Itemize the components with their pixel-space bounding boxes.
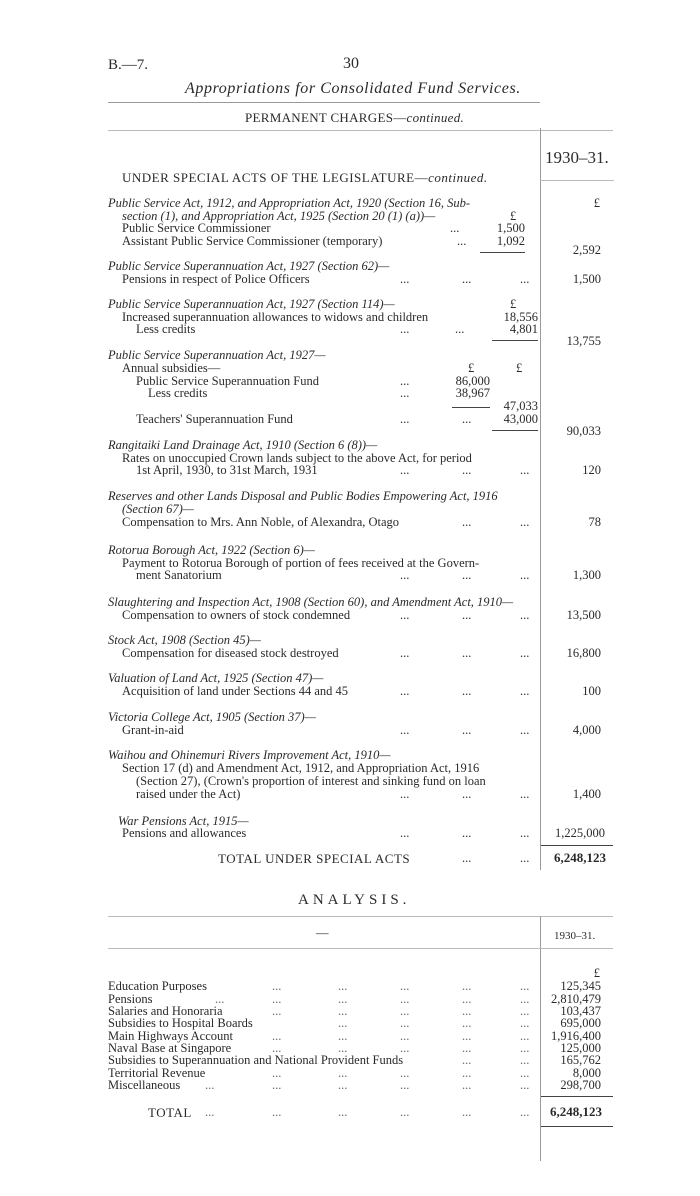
total-amount: 90,033 (566, 424, 601, 438)
leader-dots: ... (338, 1105, 348, 1119)
item-amount: 43,000 (503, 412, 538, 426)
leader-dots: ... (455, 322, 465, 336)
leader-dots: ... (338, 1078, 348, 1092)
leader-dots: ... (520, 684, 530, 698)
analysis-row-label: Main Highways Account (108, 1029, 233, 1043)
leader-dots: ... (272, 1078, 282, 1092)
analysis-column-divider (540, 916, 541, 1161)
pound-sign: £ (593, 966, 600, 980)
item-amount: 47,033 (503, 399, 538, 413)
item-label: Public Service Superannuation Fund (136, 374, 319, 388)
leader-dots: ... (520, 787, 530, 801)
section-subtitle: PERMANENT CHARGES—continued. (245, 110, 465, 125)
subtotal-rule (492, 430, 538, 431)
item-label: Annual subsidies— (122, 361, 221, 375)
act-heading: Stock Act, 1908 (Section 45)— (108, 633, 261, 647)
leader-dots: ... (272, 1029, 282, 1043)
leader-dots: ... (520, 608, 530, 622)
total-amount: 120 (582, 463, 601, 477)
leader-dots: ... (400, 979, 410, 993)
leader-dots: ... (338, 1066, 348, 1080)
leader-dots: ... (400, 1004, 410, 1018)
analysis-row-label: Naval Base at Singapore (108, 1041, 232, 1055)
item-label: Compensation to owners of stock condemned (122, 608, 351, 622)
leader-dots: ... (338, 1004, 348, 1018)
leader-dots: ... (520, 1016, 530, 1030)
act-heading: Public Service Superannuation Act, 1927 (Section 114)— (108, 297, 395, 311)
leader-dots: ... (462, 515, 472, 529)
leader-dots: ... (400, 463, 410, 477)
leader-dots: ... (520, 272, 530, 286)
report-reference: B.—7. (108, 57, 149, 73)
item-label: Assistant Public Service Commissioner (temporary) (122, 234, 383, 248)
act-heading: Rangitaiki Land Drainage Act, 1910 (Section 6 (8))— (108, 438, 378, 452)
item-label: raised under the Act) (136, 787, 241, 801)
leader-dots: ... (338, 1029, 348, 1043)
grand-total-amount: 6,248,123 (554, 850, 606, 865)
analysis-title: ANALYSIS. (298, 892, 411, 908)
leader-dots: ... (462, 412, 472, 426)
leader-dots: ... (520, 1053, 530, 1067)
total-amount: 4,000 (572, 723, 601, 737)
act-heading: Rotorua Borough Act, 1922 (Section 6)— (108, 543, 315, 557)
leader-dots: ... (520, 1041, 530, 1055)
subtitle-rule (108, 130, 613, 131)
act-heading: section (1), and Appropriation Act, 1925 (Section 20 (1) (a))— (122, 209, 436, 223)
item-label: Compensation for diseased stock destroyed (122, 646, 339, 660)
analysis-row-value: 125,000 (560, 1041, 601, 1055)
analysis-row-value: 1,916,400 (551, 1029, 601, 1043)
leader-dots: ... (400, 608, 410, 622)
leader-dots: ... (520, 1029, 530, 1043)
act-heading: Valuation of Land Act, 1925 (Section 47)— (108, 671, 324, 685)
item-label: Compensation to Mrs. Ann Noble, of Alexandra, Otago (122, 515, 400, 529)
item-label: 1st April, 1930, to 31st March, 1931 (136, 463, 318, 477)
leader-dots: ... (462, 1004, 472, 1018)
leader-dots: ... (462, 826, 472, 840)
leader-dots: ... (400, 723, 410, 737)
total-amount: 2,592 (572, 243, 601, 257)
total-amount: 1,225,000 (555, 826, 605, 840)
leader-dots: ... (400, 386, 410, 400)
leader-dots: ... (400, 646, 410, 660)
act-heading: Slaughtering and Inspection Act, 1908 (Section 60), and Amendment Act, 1910— (108, 595, 514, 609)
item-label: Section 17 (d) and Amendment Act, 1912, and Appropriation Act, 1916 (122, 761, 480, 775)
leader-dots: ... (400, 1078, 410, 1092)
item-label: ment Sanatorium (136, 568, 222, 582)
subtotal-rule (480, 252, 525, 253)
leader-dots: ... (520, 979, 530, 993)
leader-dots: ... (520, 1078, 530, 1092)
leader-dots: ... (462, 1066, 472, 1080)
leader-dots: ... (400, 826, 410, 840)
leader-dots: ... (462, 723, 472, 737)
item-amount: 1,092 (496, 234, 525, 248)
total-amount: 1,500 (572, 272, 601, 286)
leader-dots: ... (400, 374, 410, 388)
leader-dots: ... (457, 234, 467, 248)
total-amount: 13,500 (566, 608, 601, 622)
leader-dots: ... (400, 568, 410, 582)
act-heading: Victoria College Act, 1905 (Section 37)— (108, 710, 316, 724)
act-heading: Public Service Act, 1912, and Appropriation Act, 1920 (Section 16, Sub- (108, 196, 470, 210)
pound-sign: £ (593, 196, 600, 210)
item-amount: 38,967 (455, 386, 490, 400)
leader-dots: ... (272, 979, 282, 993)
leader-dots: ... (520, 1105, 530, 1119)
analysis-total-amount: 6,248,123 (550, 1104, 602, 1119)
analysis-row-label: Subsidies to Superannuation and National Provident Funds (108, 1053, 404, 1067)
leader-dots: ... (400, 1105, 410, 1119)
leader-dots: ... (462, 1078, 472, 1092)
leader-dots: ... (462, 1053, 472, 1067)
total-amount: 1,400 (572, 787, 601, 801)
leader-dots: ... (205, 1105, 215, 1119)
act-heading: Public Service Superannuation Act, 1927 (Section 62)— (108, 259, 390, 273)
leader-dots: ... (272, 1041, 282, 1055)
column-divider (540, 128, 541, 870)
leader-dots: ... (520, 992, 530, 1006)
analysis-column-header: 1930–31. (554, 930, 596, 942)
item-label: (Section 27), (Crown's proportion of interest and sinking fund on loan (136, 774, 486, 788)
analysis-row-value: 8,000 (572, 1066, 601, 1080)
pound-sign: £ (468, 361, 475, 375)
leader-dots: ... (400, 1066, 410, 1080)
leader-dots: ... (450, 221, 460, 235)
analysis-row-label: Miscellaneous (108, 1078, 181, 1092)
item-label: Rates on unoccupied Crown lands subject to the above Act, for period (122, 451, 472, 465)
column-header-year: 1930–31. (545, 148, 609, 167)
item-amount: 1,500 (496, 221, 525, 235)
analysis-row-value: 103,437 (560, 1004, 601, 1018)
leader-dots: ... (520, 1004, 530, 1018)
leader-dots: ... (400, 787, 410, 801)
title-rule (108, 102, 540, 103)
analysis-row-label: Pensions (108, 992, 153, 1006)
leader-dots: ... (400, 1041, 410, 1055)
leader-dots: ... (462, 272, 472, 286)
pound-sign: £ (510, 209, 517, 223)
act-heading: Reserves and other Lands Disposal and Public Bodies Empowering Act, 1916 (108, 489, 498, 503)
leader-dots: ... (462, 979, 472, 993)
leader-dots: ... (205, 1078, 215, 1092)
act-heading: Public Service Superannuation Act, 1927— (108, 348, 326, 362)
leader-dots: ... (272, 1105, 282, 1119)
item-label: Less credits (136, 322, 196, 336)
page-title: Appropriations for Consolidated Fund Services. (185, 80, 521, 97)
leader-dots: ... (462, 1016, 472, 1030)
leader-dots: ... (400, 1016, 410, 1030)
analysis-row-value: 125,345 (560, 979, 601, 993)
leader-dots: ... (400, 412, 410, 426)
item-label: Less credits (148, 386, 208, 400)
leader-dots: ... (462, 1041, 472, 1055)
act-heading: (Section 67)— (122, 502, 194, 516)
leader-dots: ... (520, 826, 530, 840)
leader-dots: ... (338, 979, 348, 993)
item-label: Public Service Commissioner (122, 221, 271, 235)
analysis-row-value: 165,762 (560, 1053, 601, 1067)
leader-dots: ... (462, 608, 472, 622)
total-amount: 100 (582, 684, 601, 698)
leader-dots: ... (338, 992, 348, 1006)
grand-total-label: TOTAL UNDER SPECIAL ACTS (218, 851, 411, 866)
analysis-row-value: 695,000 (560, 1016, 601, 1030)
leader-dots: ... (462, 992, 472, 1006)
act-heading: War Pensions Act, 1915— (118, 814, 249, 828)
analysis-bottom-rule (541, 1126, 613, 1127)
item-amount: 86,000 (455, 374, 490, 388)
leader-dots: ... (462, 463, 472, 477)
analysis-top-rule (108, 916, 613, 917)
pound-sign: £ (516, 361, 523, 375)
analysis-header-rule (108, 948, 613, 949)
analysis-total-rule (541, 1096, 613, 1097)
leader-dots: ... (520, 723, 530, 737)
item-label: Acquisition of land under Sections 44 and 45 (122, 684, 349, 698)
leader-dots: ... (338, 1016, 348, 1030)
leader-dots: ... (462, 646, 472, 660)
analysis-total-label: TOTAL (148, 1105, 192, 1120)
item-label: Pensions and allowances (122, 826, 247, 840)
total-amount: 78 (588, 515, 601, 529)
section-heading: UNDER SPECIAL ACTS OF THE LEGISLATURE—continued. (122, 170, 488, 185)
leader-dots: ... (400, 322, 410, 336)
act-heading: Waihou and Ohinemuri Rivers Improvement Act, 1910— (108, 748, 391, 762)
leader-dots: ... (462, 684, 472, 698)
grand-total-rule (541, 845, 613, 846)
leader-dots: ... (520, 515, 530, 529)
leader-dots: ... (462, 1029, 472, 1043)
leader-dots: ... (520, 851, 530, 865)
analysis-row-label: Subsidies to Hospital Boards (108, 1016, 253, 1030)
leader-dots: ... (520, 463, 530, 477)
leader-dots: ... (400, 272, 410, 286)
item-amount: 4,801 (509, 322, 538, 336)
leader-dots: ... (520, 568, 530, 582)
leader-dots: ... (520, 1066, 530, 1080)
leader-dots: ... (215, 992, 225, 1006)
analysis-row-value: 2,810,479 (551, 992, 601, 1006)
leader-dots: ... (462, 1105, 472, 1119)
column-header-rule (540, 180, 614, 181)
total-amount: 13,755 (566, 334, 601, 348)
leader-dots: ... (520, 646, 530, 660)
leader-dots: ... (400, 1029, 410, 1043)
leader-dots: ... (462, 787, 472, 801)
subtotal-rule (492, 340, 538, 341)
item-label: Teachers' Superannuation Fund (136, 412, 293, 426)
analysis-header-dash: — (316, 926, 329, 940)
leader-dots: ... (272, 1066, 282, 1080)
analysis-row-label: Territorial Revenue (108, 1066, 206, 1080)
analysis-row-label: Education Purposes (108, 979, 207, 993)
leader-dots: ... (462, 851, 472, 865)
total-amount: 16,800 (566, 646, 601, 660)
analysis-row-value: 298,700 (560, 1078, 601, 1092)
total-amount: 1,300 (572, 568, 601, 582)
leader-dots: ... (338, 1041, 348, 1055)
leader-dots: ... (272, 992, 282, 1006)
item-label: Pensions in respect of Police Officers (122, 272, 310, 286)
item-label: Grant-in-aid (122, 723, 184, 737)
item-label: Increased superannuation allowances to widows and children (122, 310, 429, 324)
leader-dots: ... (400, 684, 410, 698)
analysis-row-label: Salaries and Honoraria (108, 1004, 223, 1018)
page-number: 30 (343, 55, 359, 72)
leader-dots: ... (400, 992, 410, 1006)
leader-dots: ... (272, 1004, 282, 1018)
pound-sign: £ (510, 297, 517, 311)
item-label: Payment to Rotorua Borough of portion of fees received at the Govern- (122, 556, 480, 570)
item-amount: 18,556 (503, 310, 538, 324)
leader-dots: ... (462, 568, 472, 582)
